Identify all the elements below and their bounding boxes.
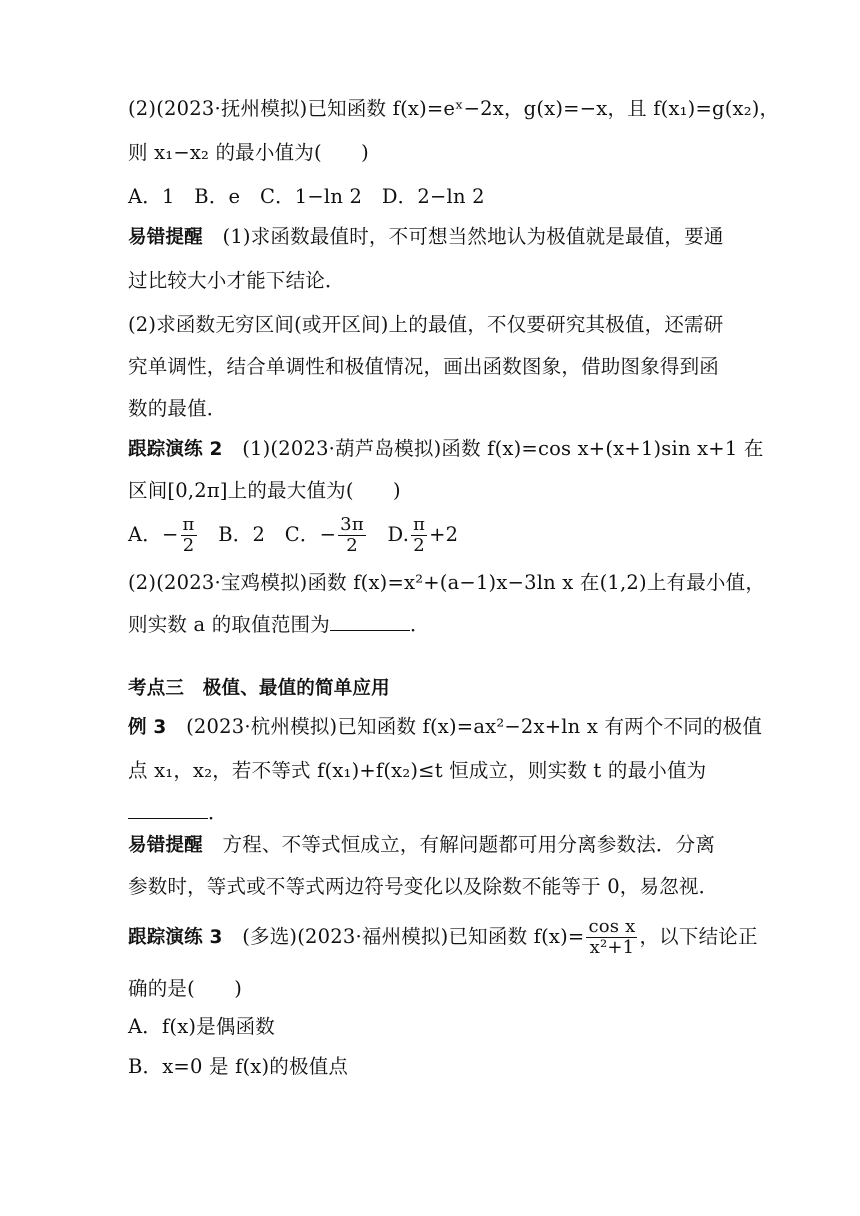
practice-2-line-2: 区间[0,2π]上的最大值为( ) bbox=[128, 479, 401, 502]
error-reminder-2-line-2: 究单调性，结合单调性和极值情况，画出函数图象，借助图象得到函 bbox=[128, 355, 720, 378]
error-reminder-label: 易错提醒 bbox=[128, 227, 203, 248]
error-reminder-3-line-1: 易错提醒 方程、不等式恒成立，有解问题都可用分离参数法．分离 bbox=[128, 833, 716, 856]
error-reminder-2-line-3: 数的最值． bbox=[128, 397, 227, 420]
error-reminder-2-line-1: (2)求函数无穷区间(或开区间)上的最值，不仅要研究其极值，还需研 bbox=[128, 313, 724, 336]
practice-3-option-a: A．f(x)是偶函数 bbox=[128, 1015, 276, 1038]
practice-3-option-b: B．x=0 是 f(x)的极值点 bbox=[128, 1055, 349, 1078]
error-reminder-1-line-1: 易错提醒 (1)求函数最值时，不可想当然地认为极值就是最值，要通 bbox=[128, 225, 724, 248]
practice-3-line-2: 确的是( ) bbox=[128, 977, 243, 1000]
example-3-line-2: 点 x₁，x₂，若不等式 f(x₁)+f(x₂)≤t 恒成立，则实数 t 的最小值为 bbox=[128, 759, 707, 782]
fraction-3pi-over-2: $\frac{3\pi}{2}$ bbox=[340, 514, 364, 556]
problem-2-options: A．1 B．e C．1−ln 2 D．2−ln 2 bbox=[128, 185, 485, 208]
practice-2-part-2-line-2: 则实数 a 的取值范围为 ． bbox=[128, 613, 430, 636]
section-title: 考点三 极值、最值的简单应用 bbox=[128, 678, 390, 699]
practice-3-line-1: 跟踪演练 3 (多选)(2023·福州模拟)已知函数 f(x)= $\frac{\text{cos x}}{\text{x²+1}}$ ，以下结论正 bbox=[128, 916, 758, 958]
answer-blank bbox=[330, 612, 410, 631]
problem-2-line-2: 则 x₁−x₂ 的最小值为( ) bbox=[128, 141, 369, 164]
practice-2-line-1: 跟踪演练 2 (1)(2023·葫芦岛模拟)函数 f(x)=cos x+(x+1)sin x+1 在 bbox=[128, 437, 764, 460]
practice-2-label: 跟踪演练 2 bbox=[128, 439, 223, 460]
practice-2-options: A．− $\frac{\pi}{2}$ B．2 C．− $\frac{3\pi}{2}$ D. $\frac{\pi}{2}$ +2 bbox=[128, 514, 459, 556]
practice-2-part-2-line-1: (2)(2023·宝鸡模拟)函数 f(x)=x²+(a−1)x−3ln x 在(1,2)上有最小值， bbox=[128, 571, 766, 594]
example-3-label: 例 3 bbox=[128, 717, 167, 738]
practice-3-label: 跟踪演练 3 bbox=[128, 927, 223, 948]
error-reminder-3-label: 易错提醒 bbox=[128, 835, 203, 856]
problem-2-line-1: (2)(2023·抚州模拟)已知函数 f(x)=eˣ−2x，g(x)=−x，且 f(x₁)=g(x₂)， bbox=[128, 97, 780, 120]
example-3-line-3: ． bbox=[128, 798, 228, 828]
error-reminder-1-line-2: 过比较大小才能下结论． bbox=[128, 269, 345, 292]
answer-blank-2 bbox=[128, 800, 208, 819]
fraction-pi-over-2: $\frac{\pi}{2}$ bbox=[182, 514, 195, 556]
fraction-cosx-over-x2-plus-1: $\frac{\text{cos x}}{\text{x²+1}}$ bbox=[588, 916, 636, 958]
error-reminder-3-line-2: 参数时，等式或不等式两边符号变化以及除数不能等于 0，易忽视． bbox=[128, 875, 719, 898]
example-3-line-1: 例 3 (2023·杭州模拟)已知函数 f(x)=ax²−2x+ln x 有两个不同的极值 bbox=[128, 715, 763, 738]
fraction-pi-over-2-d: $\frac{\pi}{2}$ bbox=[413, 514, 426, 556]
